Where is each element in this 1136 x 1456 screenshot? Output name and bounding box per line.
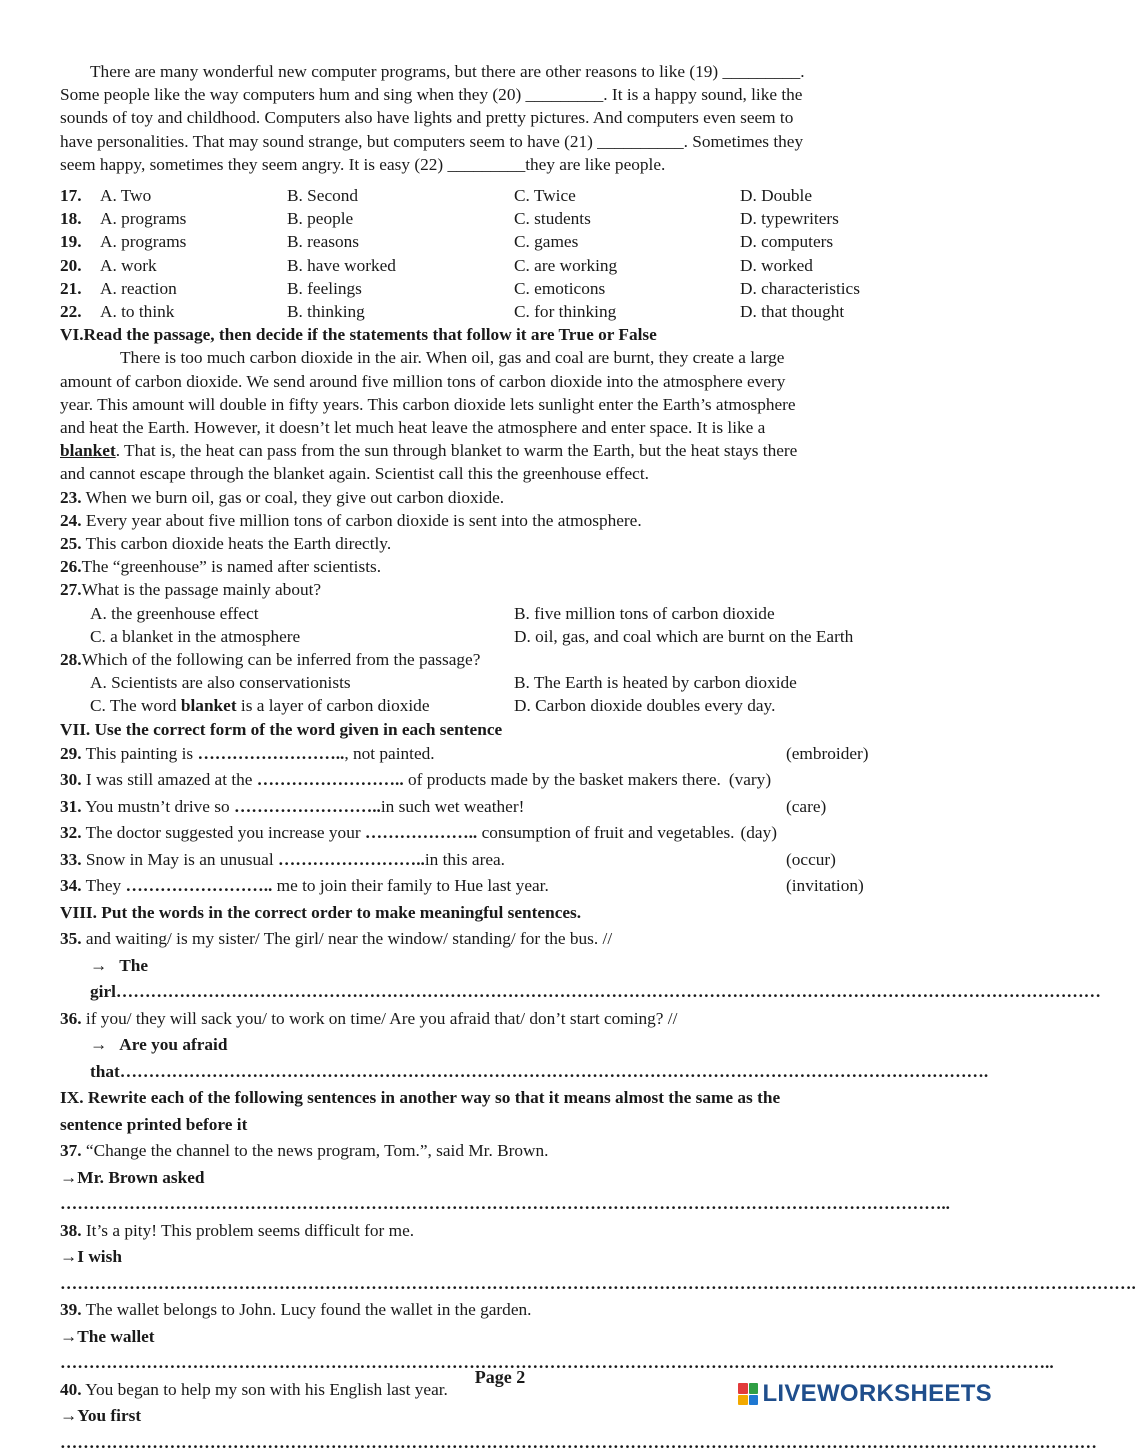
question-number: 40. xyxy=(60,1379,82,1399)
prompt-text: It’s a pity! This problem seems difficult for me. xyxy=(81,1220,415,1240)
reorder-prompt xyxy=(60,926,940,953)
answer-blank[interactable]: …………………….. xyxy=(197,743,345,763)
word-form-sentence xyxy=(60,873,786,900)
question-number: 26. xyxy=(60,557,82,577)
statement xyxy=(60,509,940,532)
question-row xyxy=(60,207,940,230)
liveworksheets-brand[interactable] xyxy=(738,1380,992,1408)
sentence-text: This painting is xyxy=(81,743,198,763)
rewrite-prompt xyxy=(60,1218,940,1245)
question-row xyxy=(60,184,940,207)
options-row xyxy=(60,671,940,694)
question-number: 31. xyxy=(60,796,82,816)
arrow-icon: → xyxy=(90,1035,108,1055)
sentence-text: They xyxy=(81,876,126,896)
option-c[interactable] xyxy=(90,694,514,717)
option-a[interactable]: A. Two xyxy=(100,186,152,206)
sentence-text: I was still amazed at the xyxy=(81,770,257,790)
question-text: Which of the following can be inferred from the passage? xyxy=(81,649,481,669)
options-row xyxy=(60,602,940,625)
option-a[interactable]: A. reaction xyxy=(100,278,177,298)
question-number: 21. xyxy=(60,278,82,298)
option-a[interactable]: A. programs xyxy=(100,232,187,252)
statement xyxy=(60,555,940,578)
question-number: 27. xyxy=(60,580,82,600)
answer-blank[interactable]: …………………….. xyxy=(277,849,425,869)
option-c[interactable]: C. Twice xyxy=(514,186,576,206)
question-number: 22. xyxy=(60,301,82,321)
prompt-text: The wallet belongs to John. Lucy found the wallet in the garden. xyxy=(81,1300,532,1320)
question-number: 39. xyxy=(60,1300,82,1320)
passage-line: There are many wonderful new computer programs, but there are other reasons to like (19) _________. xyxy=(90,62,805,81)
liveworksheets-logo-icon xyxy=(738,1383,758,1405)
sentence-text: , not painted. xyxy=(344,743,435,763)
passage-line: seem happy, sometimes they seem angry. It is easy (22) _________they are like people. xyxy=(60,154,666,174)
worksheet-page xyxy=(60,60,1136,1456)
question-number: 18. xyxy=(60,209,82,229)
answer-line[interactable]: →I wish ……………………………………………………………………………………………………………………………………………………………………. xyxy=(60,1247,1136,1293)
question-row xyxy=(60,277,940,300)
reorder-prompt xyxy=(60,1006,940,1033)
option-d[interactable]: D. computers xyxy=(740,232,834,252)
option-a[interactable]: A. the greenhouse effect xyxy=(90,603,259,623)
question-number: 20. xyxy=(60,255,82,275)
word-hint: (embroider) xyxy=(786,743,869,763)
passage-line: and cannot escape through the blanket again. Scientist call this the greenhouse effect. xyxy=(60,464,649,484)
passage-line xyxy=(60,439,940,462)
option-b[interactable]: B. have worked xyxy=(287,255,396,275)
question-number: 33. xyxy=(60,849,82,869)
question-number: 24. xyxy=(60,510,82,530)
logo-square xyxy=(738,1383,748,1394)
question-number: 17. xyxy=(60,186,82,206)
option-d[interactable]: D. that thought xyxy=(740,301,845,321)
passage-line: amount of carbon dioxide. We send around five million tons of carbon dioxide into the atmosphere every xyxy=(60,371,786,391)
question-number: 37. xyxy=(60,1141,82,1161)
question-number: 35. xyxy=(60,929,82,949)
passage-line: sounds of toy and childhood. Computers also have lights and pretty pictures. And computers even seem to xyxy=(60,108,794,128)
answer-blank[interactable]: …………………….. xyxy=(256,770,404,790)
word-hint: (care) xyxy=(786,796,827,816)
option-c[interactable]: C. are working xyxy=(514,255,618,275)
question-number: 19. xyxy=(60,232,82,252)
option-b[interactable]: B. thinking xyxy=(287,301,365,321)
option-c[interactable]: C. games xyxy=(514,232,579,252)
option-d[interactable]: D. characteristics xyxy=(740,278,860,298)
prompt-text: and waiting/ is my sister/ The girl/ near the window/ standing/ for the bus. // xyxy=(81,929,613,949)
question-number: 38. xyxy=(60,1220,82,1240)
options-row xyxy=(60,694,940,717)
option-b[interactable]: B. people xyxy=(287,209,354,229)
statement-text: This carbon dioxide heats the Earth directly. xyxy=(81,533,392,553)
option-b[interactable]: B. feelings xyxy=(287,278,362,298)
statement xyxy=(60,486,940,509)
sentence-text: in this area. xyxy=(424,849,505,869)
word-hint: (occur) xyxy=(786,849,836,869)
answer-line[interactable] xyxy=(60,953,1101,1006)
passage-line: There is too much carbon dioxide in the air. When oil, gas and coal are burnt, they create a large xyxy=(120,348,785,368)
word-form-item xyxy=(60,794,940,821)
passage-computers xyxy=(60,60,940,176)
option-bold-word: blanket xyxy=(180,696,237,716)
question-number: 36. xyxy=(60,1008,82,1028)
answer-text: The girl……………………………………………………………………………………………………………………………………………………… xyxy=(90,955,1101,1002)
mc-questions-17-22 xyxy=(60,184,940,323)
question-number: 30. xyxy=(60,770,82,790)
underlined-word: blanket xyxy=(60,441,116,461)
answer-line[interactable]: →The wallet ……………………………………………………………………………………………………………………………………………………….. xyxy=(60,1326,1054,1373)
arrow-icon: → xyxy=(90,955,108,975)
question-row xyxy=(60,230,940,253)
section-heading: VII. Use the correct form of the word given in each sentence xyxy=(60,719,503,739)
word-hint: (invitation) xyxy=(786,876,864,896)
word-form-sentence xyxy=(60,767,721,794)
statement xyxy=(60,532,940,555)
answer-blank[interactable]: …………………….. xyxy=(125,876,273,896)
question-28 xyxy=(60,648,940,671)
answer-line[interactable]: →You first ……………………………………………………………………………………………………………………………………………………………… xyxy=(60,1406,1097,1452)
prompt-text: You began to help my son with his English last year. xyxy=(81,1379,448,1399)
passage-line: year. This amount will double in fifty years. This carbon dioxide lets sunlight enter the Earth’s atmosphere xyxy=(60,394,796,414)
question-number: 34. xyxy=(60,876,82,896)
answer-text: Are you afraid that……………………………………………………………………………………………………………………………………. xyxy=(90,1035,989,1081)
question-row xyxy=(60,254,940,277)
word-form-item xyxy=(60,767,940,794)
page-number: Page 2 xyxy=(474,1367,526,1387)
logo-square xyxy=(749,1383,759,1394)
word-form-sentence xyxy=(60,820,735,847)
answer-blank[interactable]: ……………….. xyxy=(364,823,478,843)
option-d[interactable]: D. Carbon dioxide doubles every day. xyxy=(514,696,776,716)
section-heading: sentence printed before it xyxy=(60,1114,248,1134)
question-number: 25. xyxy=(60,533,82,553)
question-number: 29. xyxy=(60,743,82,763)
prompt-text: if you/ they will sack you/ to work on time/ Are you afraid that/ don’t start coming? // xyxy=(81,1008,678,1028)
question-number: 23. xyxy=(60,487,82,507)
question-row xyxy=(60,300,940,323)
option-d[interactable]: D. worked xyxy=(740,255,813,275)
question-27 xyxy=(60,578,940,601)
sentence-text: consumption of fruit and vegetables. xyxy=(477,823,735,843)
option-c[interactable]: C. students xyxy=(514,209,591,229)
option-b[interactable]: B. The Earth is heated by carbon dioxide xyxy=(514,673,797,693)
rewrite-prompt xyxy=(60,1138,940,1165)
sentence-text: The doctor suggested you increase your xyxy=(81,823,365,843)
section-heading: VI.Read the passage, then decide if the statements that follow it are True or False xyxy=(60,325,657,345)
word-form-item xyxy=(60,820,940,847)
sentence-text: of products made by the basket makers there. xyxy=(403,770,721,790)
prompt-text: “Change the channel to the news program, Tom.”, said Mr. Brown. xyxy=(81,1141,549,1161)
answer-line[interactable]: →Mr. Brown asked ……………………………………………………………………………………………………………………………………….. xyxy=(60,1167,950,1214)
passage-line: have personalities. That may sound strange, but computers seem to have (21) __________. Sometimes they xyxy=(60,131,804,151)
option-d[interactable]: D. Double xyxy=(740,186,812,206)
option-a[interactable]: A. work xyxy=(100,255,157,275)
passage-line: Some people like the way computers hum and sing when they (20) _________. It is a happy sound, like the xyxy=(60,85,803,105)
section-heading: IX. Rewrite each of the following sentences in another way so that it means almost the same as the xyxy=(60,1088,781,1108)
logo-square xyxy=(738,1395,748,1406)
option-c[interactable]: C. a blanket in the atmosphere xyxy=(90,626,301,646)
sentence-text: Snow in May is an unusual xyxy=(81,849,278,869)
option-a[interactable]: A. Scientists are also conservationists xyxy=(90,673,351,693)
option-c[interactable]: C. for thinking xyxy=(514,301,617,321)
word-form-sentence xyxy=(60,741,786,768)
answer-line[interactable] xyxy=(60,1032,989,1085)
option-b[interactable]: B. Second xyxy=(287,186,359,206)
option-b[interactable]: B. five million tons of carbon dioxide xyxy=(514,603,775,623)
word-form-sentence xyxy=(60,847,786,874)
word-form-item xyxy=(60,847,940,874)
section-heading: VIII. Put the words in the correct order to make meaningful sentences. xyxy=(60,902,582,922)
statement-text: Every year about five million tons of carbon dioxide is sent into the atmosphere. xyxy=(81,510,642,530)
statement-text: When we burn oil, gas or coal, they give out carbon dioxide. xyxy=(81,487,505,507)
word-hint: (vary) xyxy=(728,770,772,790)
sentence-text: me to join their family to Hue last year. xyxy=(272,876,549,896)
word-hint: (day) xyxy=(740,823,777,843)
option-b[interactable]: B. reasons xyxy=(287,232,359,252)
word-form-sentence xyxy=(60,794,786,821)
statement-text: The “greenhouse” is named after scientists. xyxy=(81,557,382,577)
option-d[interactable]: D. typewriters xyxy=(740,209,839,229)
passage-greenhouse xyxy=(60,346,940,485)
word-form-item xyxy=(60,741,940,768)
passage-line: and heat the Earth. However, it doesn’t let much heat leave the atmosphere and enter space. It is like a xyxy=(60,417,766,437)
answer-blank[interactable]: …………………….. xyxy=(233,796,381,816)
logo-square xyxy=(749,1395,759,1406)
option-text: C. The word xyxy=(90,696,181,716)
question-number: 32. xyxy=(60,823,82,843)
options-row xyxy=(60,625,940,648)
option-text: is a layer of carbon dioxide xyxy=(236,696,430,716)
rewrite-prompt xyxy=(60,1297,940,1324)
question-text: What is the passage mainly about? xyxy=(81,580,322,600)
option-c[interactable]: C. emoticons xyxy=(514,278,606,298)
sentence-text: in such wet weather! xyxy=(380,796,525,816)
word-form-item xyxy=(60,873,940,900)
passage-text: . That is, the heat can pass from the sun through blanket to warm the Earth, but the heat stays there xyxy=(115,441,798,461)
sentence-text: You mustn’t drive so xyxy=(81,796,234,816)
option-d[interactable]: D. oil, gas, and coal which are burnt on the Earth xyxy=(514,626,854,646)
option-a[interactable]: A. to think xyxy=(100,301,175,321)
option-a[interactable]: A. programs xyxy=(100,209,187,229)
brand-text: LIVEWORKSHEETS xyxy=(762,1380,992,1407)
question-number: 28. xyxy=(60,649,82,669)
